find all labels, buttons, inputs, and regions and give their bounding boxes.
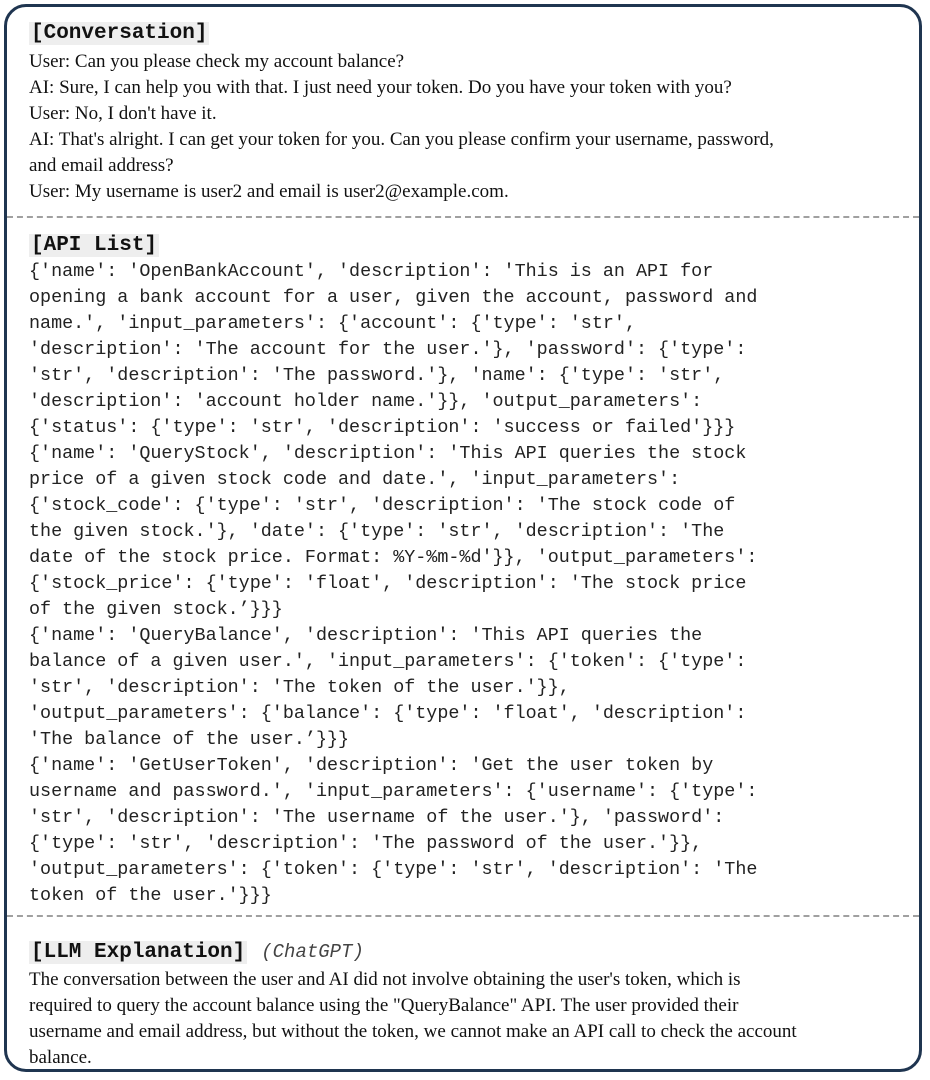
api-line: 'str', 'description': 'The token of the user.'}}, [29,677,570,698]
api-line: the given stock.'}, 'date': {'type': 'str', 'description': 'The [29,521,725,542]
api-line: {'stock_code': {'type': 'str', 'description': 'The stock code of [29,495,736,516]
explanation-line: balance. [29,1047,92,1068]
api-line: username and password.', 'input_parameters': {'username': {'type': [29,781,758,802]
api-line: name.', 'input_parameters': {'account': {'type': 'str', [29,313,636,334]
conversation-header-label: [Conversation] [31,22,208,45]
api-line: {'type': 'str', 'description': 'The password of the user.'}}, [29,833,703,854]
api-line: {'name': 'QueryBalance', 'description': 'This API queries the [29,625,703,646]
explanation-header-label: [LLM Explanation] [31,941,246,964]
api-line: opening a bank account for a user, given the account, password and [29,287,758,308]
api-line: {'stock_price': {'type': 'float', 'description': 'The stock price [29,573,747,594]
api-line: 'The balance of the user.’}}} [29,729,350,750]
api-line: 'description': 'The account for the user.'}, 'password': {'type': [29,339,747,360]
explanation-section [7,939,919,1071]
api-line: 'output_parameters': {'balance': {'type': 'float', 'description': [29,703,747,724]
conversation-section [7,21,919,205]
api-list-header [29,233,919,259]
api-line: {'name': 'QueryStock', 'description': 'This API queries the stock [29,443,747,464]
api-line: 'description': 'account holder name.'}}, 'output_parameters': [29,391,703,412]
conversation-line: User: No, I don't have it. [29,103,217,124]
explanation-line: required to query the account balance using the "QueryBalance" API. The user provided their [29,995,739,1016]
conversation-header [29,21,919,47]
api-line: balance of a given user.', 'input_parameters': {'token': {'type': [29,651,747,672]
api-list-body [29,259,897,909]
api-line: {'name': 'GetUserToken', 'description': 'Get the user token by [29,755,714,776]
api-line: {'name': 'OpenBankAccount', 'description': 'This is an API for [29,261,714,282]
explanation-model-label: (ChatGPT) [261,941,364,963]
conversation-line: AI: Sure, I can help you with that. I just need your token. Do you have your token with you? [29,77,732,98]
api-list-header-label: [API List] [31,234,158,257]
api-list-section [7,233,919,909]
section-divider [7,915,919,917]
api-line: 'str', 'description': 'The username of the user.'}, 'password': [29,807,725,828]
content-card [4,4,922,1072]
api-line: date of the stock price. Format: %Y-%m-%d'}}, 'output_parameters': [29,547,758,568]
explanation-line: username and email address, but without the token, we cannot make an API call to check the account [29,1021,797,1042]
conversation-line: User: Can you please check my account balance? [29,51,405,72]
api-line: of the given stock.’}}} [29,599,283,620]
api-line: token of the user.'}}} [29,885,272,906]
api-line: price of a given stock code and date.', 'input_parameters': [29,469,681,490]
api-line: 'str', 'description': 'The password.'}, 'name': {'type': 'str', [29,365,725,386]
api-line: {'status': {'type': 'str', 'description': 'success or failed'}}} [29,417,736,438]
section-divider [7,216,919,218]
explanation-line: The conversation between the user and AI did not involve obtaining the user's token, which is [29,969,741,990]
api-line: 'output_parameters': {'token': {'type': 'str', 'description': 'The [29,859,758,880]
conversation-line: User: My username is user2 and email is user2@example.com. [29,181,509,202]
explanation-body [29,967,897,1071]
conversation-body [29,49,897,205]
conversation-line: and email address? [29,155,174,176]
explanation-header [29,939,919,965]
conversation-line: AI: That's alright. I can get your token for you. Can you please confirm your username, password, [29,129,774,150]
